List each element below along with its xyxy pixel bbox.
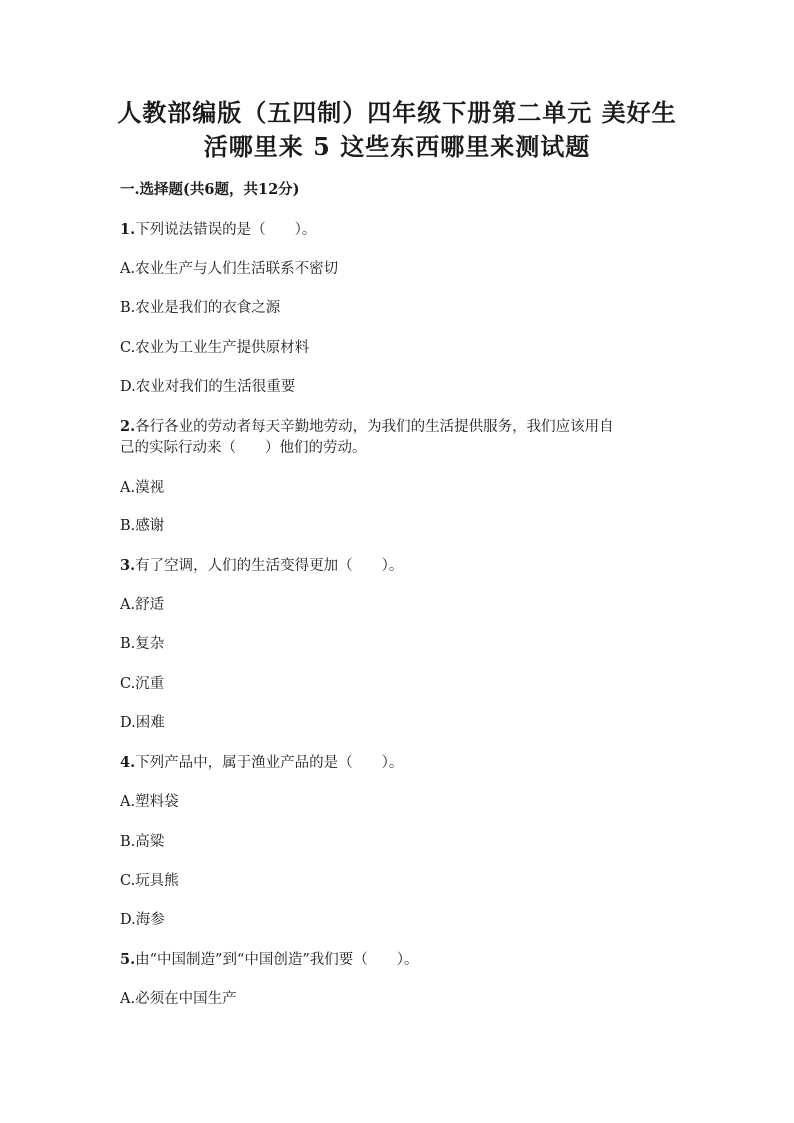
option-5a: A.必须在中国生产: [120, 991, 237, 1007]
option-1b: B.农业是我们的衣食之源: [120, 300, 281, 316]
section-heading: 一.选择题(共6题，共12分): [120, 181, 300, 198]
option-3c: C.沉重: [120, 676, 165, 692]
question-number: 5.: [120, 951, 136, 968]
option-1c: C.农业为工业生产提供原材料: [120, 340, 310, 356]
option-4b: B.高粱: [120, 834, 165, 850]
option-3a: A.舒适: [120, 597, 165, 613]
question-text-line1: 各行各业的劳动者每天辛勤地劳动，为我们的生活提供服务，我们应该用自: [135, 419, 614, 435]
document-title-line1: 人教部编版（五四制）四年级下册第二单元 美好生: [117, 98, 677, 127]
question-number: 4.: [120, 754, 136, 771]
question-3: [120, 554, 403, 575]
question-2: [120, 415, 614, 436]
question-4: [120, 751, 403, 772]
question-text: 有了空调，人们的生活变得更加（ ）。: [135, 558, 404, 574]
option-1d: D.农业对我们的生活很重要: [120, 379, 296, 395]
question-5: [120, 948, 419, 969]
option-4c: C.玩具熊: [120, 873, 179, 889]
question-text: 下列说法错误的是（ ）。: [135, 222, 317, 238]
option-4d: D.海参: [120, 912, 165, 928]
option-4a: A.塑料袋: [120, 794, 179, 810]
option-1a: A.农业生产与人们生活联系不密切: [120, 261, 339, 277]
option-2a: A.漠视: [120, 480, 165, 496]
question-number: 2.: [120, 418, 136, 435]
document-title-line2: 活哪里来 5 这些东西哪里来测试题: [203, 132, 591, 161]
question-number: 3.: [120, 557, 136, 574]
question-2-line2: 己的实际行动来（ ）他们的劳动。: [120, 440, 367, 456]
question-number: 1.: [120, 221, 136, 238]
option-3d: D.困难: [120, 715, 165, 731]
question-text: 由“中国制造”到“中国创造”我们要（ ）。: [135, 952, 419, 968]
option-3b: B.复杂: [120, 636, 165, 652]
question-text: 下列产品中，属于渔业产品的是（ ）。: [135, 755, 404, 771]
option-2b: B.感谢: [120, 518, 165, 534]
question-1: [120, 218, 316, 239]
